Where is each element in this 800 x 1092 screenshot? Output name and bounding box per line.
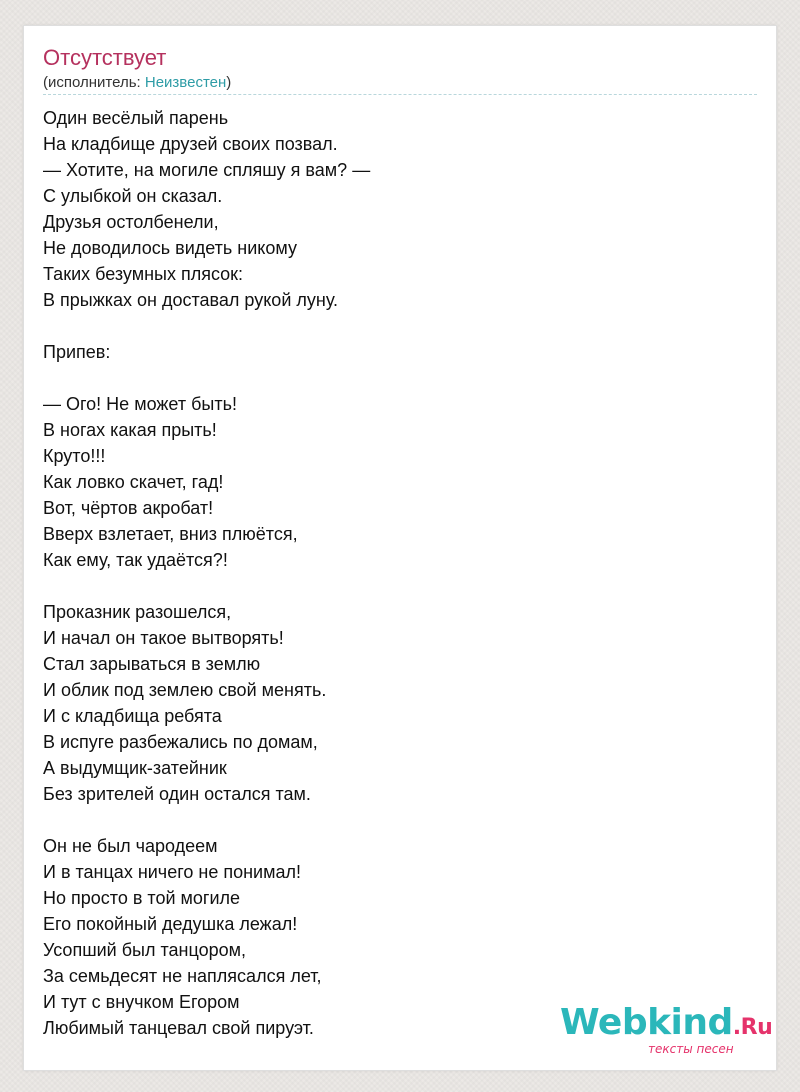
lyric-line: В испуге разбежались по домам, bbox=[43, 732, 318, 752]
lyric-line: В прыжках он доставал рукой луну. bbox=[43, 290, 339, 310]
lyric-line: Его покойный дедушка лежал! bbox=[43, 914, 298, 934]
lyric-line: На кладбище друзей своих позвал. bbox=[43, 134, 338, 154]
lyric-blank-line bbox=[43, 313, 370, 339]
lyric-line: И начал он такое вытворять! bbox=[43, 628, 284, 648]
lyric-blank-line bbox=[43, 807, 370, 833]
lyric-line: Без зрителей один остался там. bbox=[43, 784, 311, 804]
lyric-line: Как ловко скачет, гад! bbox=[43, 472, 224, 492]
lyric-line: Вверх взлетает, вниз плюётся, bbox=[43, 524, 298, 544]
lyrics-card bbox=[23, 25, 777, 1071]
lyric-line: И облик под землею свой менять. bbox=[43, 680, 327, 700]
lyric-line: Вот, чёртов акробат! bbox=[43, 498, 214, 518]
lyric-line: И в танцах ничего не понимал! bbox=[43, 862, 301, 882]
lyric-line: Любимый танцевал свой пируэт. bbox=[43, 1018, 314, 1038]
lyric-line: Но просто в той могиле bbox=[43, 888, 241, 908]
lyrics-text bbox=[43, 105, 370, 1041]
lyric-line: И тут с внучком Егором bbox=[43, 992, 240, 1012]
lyric-line: Один весёлый парень bbox=[43, 108, 229, 128]
lyric-line: Таких безумных плясок: bbox=[43, 264, 244, 284]
lyric-line: А выдумщик-затейник bbox=[43, 758, 227, 778]
lyric-blank-line bbox=[43, 365, 370, 391]
logo-name: Webkind bbox=[560, 1002, 733, 1043]
logo-tagline: тексты песен bbox=[648, 1042, 734, 1056]
lyric-line: И с кладбища ребята bbox=[43, 706, 222, 726]
lyric-line: Припев: bbox=[43, 342, 111, 362]
artist-link[interactable]: Неизвестен bbox=[144, 74, 227, 91]
artist-line bbox=[43, 74, 231, 92]
lyric-line: Друзья остолбенели, bbox=[43, 212, 219, 232]
site-logo[interactable] bbox=[560, 1000, 780, 1064]
lyric-line: За семьдесят не наплясался лет, bbox=[43, 966, 322, 986]
lyric-line: Стал зарываться в землю bbox=[43, 654, 261, 674]
lyric-line: Он не был чародеем bbox=[43, 836, 218, 856]
title-divider bbox=[43, 94, 757, 95]
lyric-line: В ногах какая прыть! bbox=[43, 420, 217, 440]
song-title: Отсутствует bbox=[43, 45, 167, 70]
lyric-line: Круто!!! bbox=[43, 446, 106, 466]
lyric-line: Проказник разошелся, bbox=[43, 602, 232, 622]
lyric-line: — Хотите, на могиле спляшу я вам? — bbox=[43, 160, 371, 180]
artist-prefix: (исполнитель: bbox=[43, 74, 145, 91]
lyric-line: С улыбкой он сказал. bbox=[43, 186, 223, 206]
lyric-line: Как ему, так удаётся?! bbox=[43, 550, 228, 570]
artist-suffix: ) bbox=[226, 74, 232, 91]
lyric-line: Усопший был танцором, bbox=[43, 940, 247, 960]
lyric-line: — Ого! Не может быть! bbox=[43, 394, 237, 414]
lyric-blank-line bbox=[43, 573, 370, 599]
lyric-line: Не доводилось видеть никому bbox=[43, 238, 297, 258]
logo-suffix: .Ru bbox=[732, 1015, 773, 1040]
